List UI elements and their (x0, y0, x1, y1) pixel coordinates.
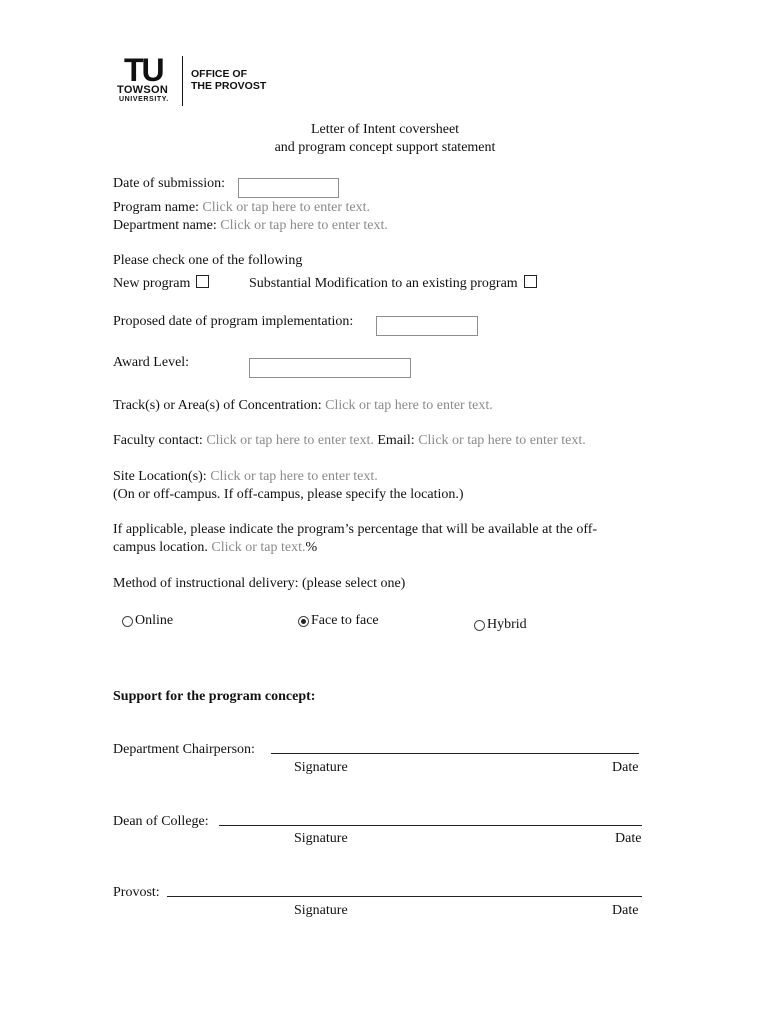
email-input[interactable]: Click or tap here to enter text. (418, 433, 586, 448)
proposed-date-field[interactable] (376, 316, 478, 336)
support-heading: Support for the program concept: (113, 689, 316, 704)
provost-signature-caption: Signature (294, 903, 348, 918)
new-program-checkbox[interactable] (196, 275, 209, 288)
substantial-mod-row (249, 275, 537, 293)
date-submission-field[interactable] (238, 178, 339, 198)
substantial-mod-label: Substantial Modification to an existing program (249, 276, 518, 291)
tracks-row (113, 397, 493, 415)
faculty-contact-label: Faculty contact: (113, 433, 203, 448)
provost-date-caption: Date (612, 903, 639, 918)
tracks-input[interactable]: Click or tap here to enter text. (325, 398, 493, 413)
online-label: Online (135, 613, 174, 628)
chair-date-caption: Date (612, 760, 639, 775)
program-name-input[interactable]: Click or tap here to enter text. (202, 200, 370, 215)
logo-mark: TU (124, 52, 163, 88)
award-level-label: Award Level: (113, 355, 190, 370)
logo-name: TOWSON (117, 84, 169, 96)
tracks-label: Track(s) or Area(s) of Concentration: (113, 398, 322, 413)
department-name-row (113, 217, 388, 235)
check-prompt: Please check one of the following (113, 253, 303, 268)
department-name-input[interactable]: Click or tap here to enter text. (220, 218, 388, 233)
percentage-row (113, 539, 317, 557)
hybrid-label: Hybrid (487, 617, 527, 632)
award-level-field[interactable] (249, 358, 411, 378)
hybrid-radio[interactable] (474, 620, 485, 631)
department-name-label: Department name: (113, 218, 217, 233)
site-location-label: Site Location(s): (113, 469, 207, 484)
chair-signature-caption: Signature (294, 760, 348, 775)
percentage-line1: If applicable, please indicate the program’s percentage that will be available at the off- (113, 522, 598, 537)
logo-office (191, 68, 266, 92)
proposed-date-label: Proposed date of program implementation: (113, 314, 354, 329)
email-label: Email: (377, 433, 415, 448)
dean-label: Dean of College: (113, 814, 209, 829)
logo-office-line2: THE PROVOST (191, 80, 267, 92)
face-to-face-radio[interactable] (298, 616, 309, 627)
new-program-row (113, 275, 209, 293)
chair-label: Department Chairperson: (113, 742, 255, 757)
online-radio[interactable] (122, 616, 133, 627)
program-name-row (113, 199, 370, 217)
dean-signature-line[interactable] (219, 825, 642, 826)
logo-office-line1: OFFICE OF (191, 68, 247, 80)
site-location-input[interactable]: Click or tap here to enter text. (210, 469, 378, 484)
new-program-label: New program (113, 276, 191, 291)
faculty-contact-input[interactable]: Click or tap here to enter text. (206, 433, 374, 448)
site-location-row (113, 468, 378, 486)
dean-signature-caption: Signature (294, 831, 348, 846)
percentage-input[interactable]: Click or tap text. (211, 540, 306, 555)
faculty-contact-row (113, 432, 586, 450)
provost-signature-line[interactable] (167, 896, 642, 897)
provost-label: Provost: (113, 885, 160, 900)
percent-sign: % (305, 540, 318, 555)
logo-divider (182, 56, 183, 106)
face-to-face-label: Face to face (311, 613, 379, 628)
dean-date-caption: Date (615, 831, 642, 846)
title-line1: Letter of Intent coversheet (310, 122, 460, 137)
title-line2: and program concept support statement (274, 140, 496, 155)
percentage-line2: campus location. (113, 540, 208, 555)
chair-signature-line[interactable] (271, 753, 639, 754)
substantial-mod-checkbox[interactable] (524, 275, 537, 288)
delivery-prompt: Method of instructional delivery: (please select one) (113, 576, 406, 591)
program-name-label: Program name: (113, 200, 199, 215)
site-location-note: (On or off-campus. If off-campus, please specify the location.) (113, 487, 464, 502)
logo-sub: UNIVERSITY. (119, 96, 169, 103)
date-submission-label: Date of submission: (113, 176, 225, 191)
